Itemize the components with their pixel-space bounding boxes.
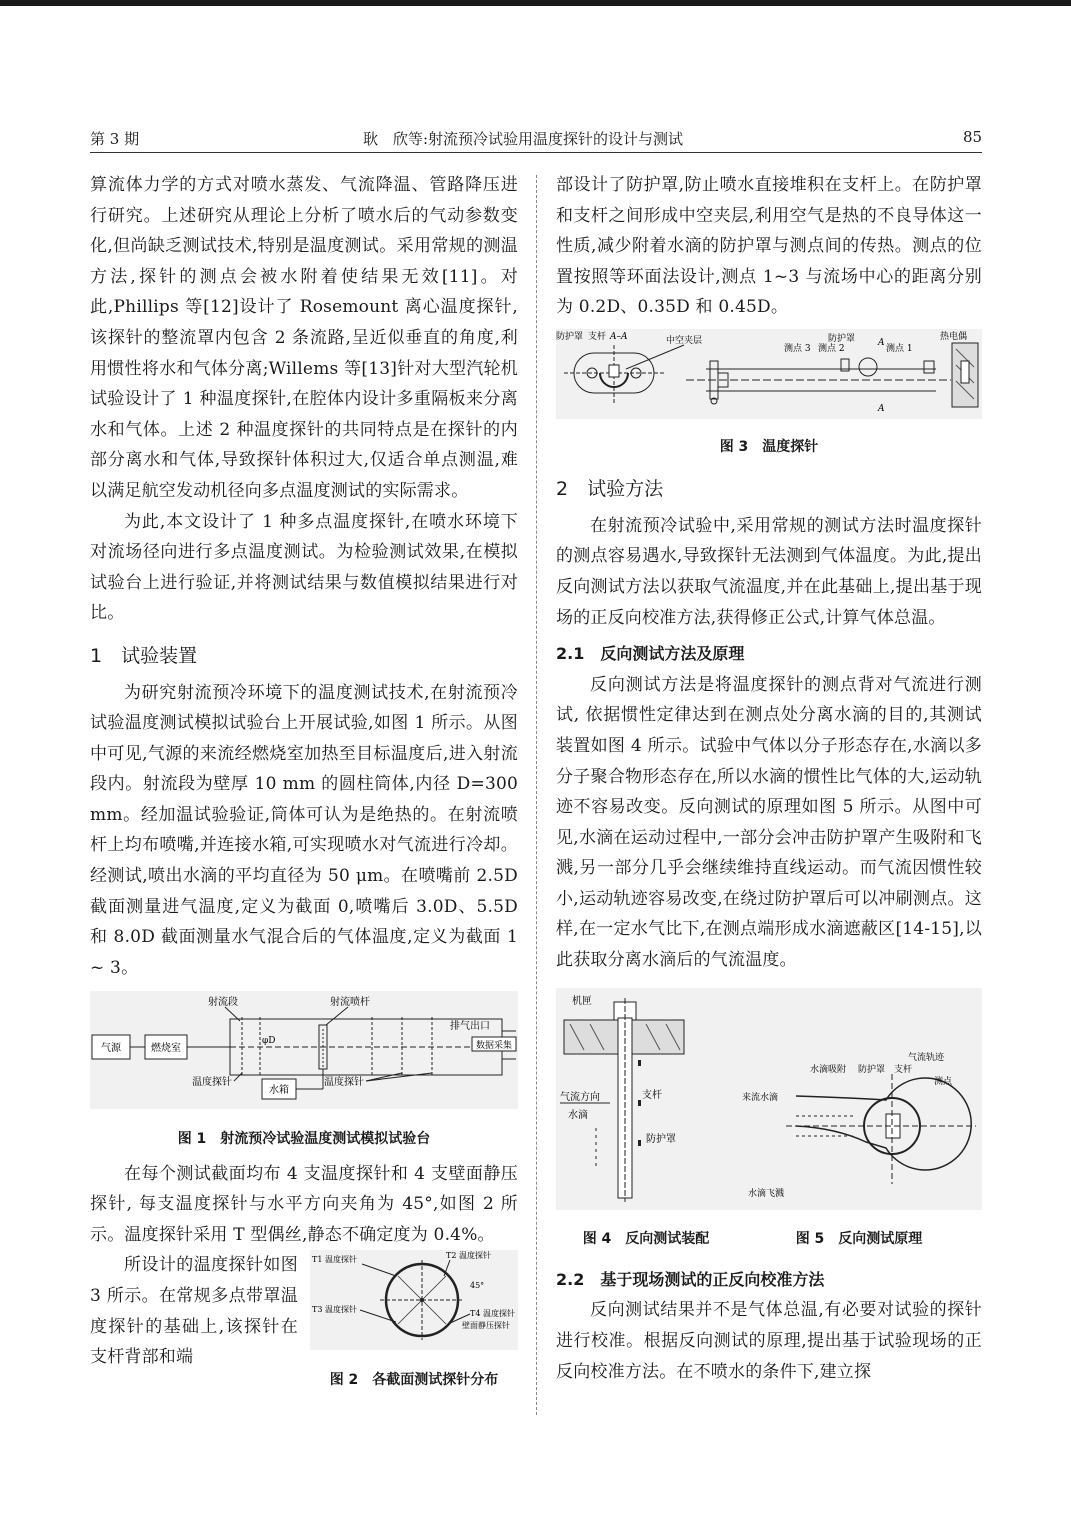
fig3-a-mark-bottom: A	[878, 403, 885, 414]
section-heading: 2 试验方法	[556, 478, 664, 501]
paragraph: 所设计的温度探针如图 3 所示。在常规多点带罩温度探针的基础上,该探针在支杆背部和端	[90, 1255, 298, 1368]
column-divider	[536, 175, 537, 1415]
fig3-hollow-label: 中空夹层	[666, 335, 703, 346]
fig3-shield-label: 防护罩	[556, 331, 584, 342]
fig1-probe-right-label: 温度探针	[324, 1077, 364, 1089]
subsection-heading: 2.1 反向测试方法及原理	[556, 644, 745, 664]
fig4-shield-label: 防护罩	[646, 1133, 676, 1145]
left-column	[90, 170, 518, 1396]
fig4-flow-direction-label: 气流方向	[560, 1091, 600, 1103]
figure-3-caption: 图 3 温度探针	[719, 438, 819, 455]
figure-2	[310, 1250, 518, 1395]
fig1-combustor-label: 燃烧室	[151, 1043, 181, 1055]
figure-1-diagram	[90, 991, 518, 1109]
header-title: 耿 欣等:射流预冷试验用温度探针的设计与测试	[363, 130, 684, 148]
paragraph-with-figure-2	[90, 1250, 518, 1395]
figure-3	[556, 329, 982, 462]
fig1-jet-section-label: 射流段	[208, 997, 238, 1009]
fig2-t3-label: T3 温度探针	[312, 1305, 357, 1315]
figure-4-5-diagram	[556, 988, 982, 1210]
header-issue: 第 3 期	[90, 130, 140, 148]
fig3-thermocouple-label: 热电偶	[940, 331, 968, 342]
fig4-strut-label: 支杆	[642, 1089, 662, 1101]
top-bar	[0, 0, 1071, 6]
fig3-point3-label: 测点 3	[784, 343, 811, 354]
fig4-droplet-label: 水滴	[568, 1109, 588, 1121]
fig2-t4-label: T4 温度探针	[470, 1309, 515, 1319]
fig3-point1-label: 测点 1	[886, 343, 913, 354]
paragraph: 算流体力学的方式对喷水蒸发、气流降温、管路降压进行研究。上述研究从理论上分析了喷水后的气动参数变化,但尚缺乏测试技术,特别是温度测试。采用常规的测温方法,探针的测点会被水附着使结果无效[11]。对此,Phillips 等[12]设计了 Rosemount 离心温度探针,该探针的整流罩内包含 2 条流路,呈近似垂直的角度,利用惯性将水和气体分离;Willems 等[13]针对大型汽轮机试验设计了 1 种温度探针,在腔体内设计多重隔板来分离水和气体。上述 2 种温度探针的共同特点是在探针的内部分离水和气体,导致探针体积过大,仅适合单点测温,难以满足航空发动机径向多点温度测试的实际需求。	[90, 175, 518, 501]
figure-1-caption: 图 1 射流预冷试验温度测试模拟试验台	[177, 1131, 431, 1148]
header-rule	[90, 152, 982, 153]
fig2-angle-label: 45°	[470, 1281, 485, 1291]
paragraph: 在射流预冷试验中,采用常规的测试方法时温度探针的测点容易遇水,导致探针无法测到气体温度。为此,提出反向测试方法以获取气流温度,并在此基础上,提出基于现场的正反向校准方法,获得修正公式,计算气体总温。	[556, 515, 982, 628]
fig1-exhaust-label: 排气出口	[450, 1021, 490, 1033]
paragraph: 在每个测试截面均布 4 支温度探针和 4 支壁面静压探针, 每支温度探针与水平方向夹角为 45°,如图 2 所示。温度探针采用 T 型偶丝,静态不确定度为 0.4%。	[90, 1163, 518, 1245]
figure-4-caption: 图 4 反向测试装配	[582, 1231, 710, 1248]
fig3-a-mark-top: A	[878, 337, 885, 348]
figure-1	[90, 991, 518, 1154]
fig5-trajectory-label: 气流轨迹	[908, 1052, 945, 1063]
fig5-incoming-label: 来流水滴	[742, 1092, 779, 1103]
fig5-strut-label: 支杆	[894, 1064, 913, 1075]
fig3-shield2-label: 防护罩	[828, 333, 856, 344]
figure-4-5-captions	[556, 1224, 982, 1255]
fig1-daq-label: 数据采集	[475, 1041, 513, 1052]
figure-3-diagram	[556, 329, 982, 419]
paragraph: 部设计了防护罩,防止喷水直接堆积在支杆上。在防护罩和支杆之间形成中空夹层,利用空气是热的不良导体这一性质,减少附着水滴的防护罩与测点间的传热。测点的位置按照等环面法设计,测点 1~3 与流场中心的距离分别为 0.2D、0.35D 和 0.45D。	[556, 175, 982, 318]
section-heading: 1 试验装置	[90, 644, 198, 667]
figures-4-5	[556, 988, 982, 1255]
paragraph: 反向测试方法是将温度探针的测点背对气流进行测试, 依据惯性定律达到在测点处分离水滴的目的,其测试装置如图 4 所示。试验中气体以分子形态存在,水滴以多分子聚合物形态存在,所以水滴的惯性比气体的大,运动轨迹不容易改变。反向测试的原理如图 5 所示。从图中可见,水滴在运动过程中,一部分会冲击防护罩产生吸附和飞溅,另一部分几乎会继续维持直线运动。而气流因惯性较小,运动轨迹容易改变,在绕过防护罩后可以冲刷测点。这样,在一定水气比下,在测点端形成水滴遮蔽区[14-15],以此获取分离水滴后的气流温度。	[556, 674, 982, 971]
figure-5-caption: 图 5 反向测试原理	[795, 1231, 923, 1248]
fig1-source-label: 气源	[101, 1043, 121, 1055]
fig5-point-label: 测点	[934, 1076, 953, 1087]
fig2-t1-label: T1 温度探针	[312, 1255, 357, 1265]
fig3-strut-label: 支杆	[588, 331, 607, 342]
paragraph: 为研究射流预冷环境下的温度测试技术,在射流预冷试验温度测试模拟试验台上开展试验,如图 1 所示。从图中可见,气源的来流经燃烧室加热至目标温度后,进入射流段内。射流段为壁厚 10 mm 的圆柱筒体,内径 D=300 mm。经加温试验验证,筒体可认为是绝热的。在射流喷杆上均布喷嘴,并连接水箱,可实现喷水对气流进行冷却。经测试,喷出水滴的平均直径为 50 μm。在喷嘴前 2.5D 截面测量进气温度,定义为截面 0,喷嘴后 3.0D、5.5D 和 8.0D 截面测量水气混合后的气体温度,定义为截面 1 ~ 3。	[90, 682, 518, 978]
header-page-number: 85	[963, 128, 983, 146]
fig1-diameter-label: φD	[262, 1036, 276, 1047]
fig5-adsorb-label: 水滴吸附	[810, 1064, 847, 1075]
fig2-t2-label: T2 温度探针	[446, 1251, 491, 1261]
paragraph: 反向测试结果并不是气体总温,有必要对试验的探针进行校准。根据反向测试的原理,提出基于试验现场的正反向校准方法。在不喷水的条件下,建立探	[556, 1300, 982, 1382]
fig1-probe-left-label: 温度探针	[192, 1077, 232, 1089]
fig4-casing-label: 机匣	[572, 995, 592, 1007]
fig3-section-label: A–A	[610, 331, 628, 342]
paragraph: 为此,本文设计了 1 种多点温度探针,在喷水环境下对流场径向进行多点温度测试。为检验测试效果,在模拟试验台上进行验证,并将测试结果与数值模拟结果进行对比。	[90, 511, 518, 624]
fig3-point2-label: 测点 2	[818, 343, 845, 354]
fig2-wall-label: 壁面静压探针	[462, 1321, 510, 1331]
right-column	[556, 170, 982, 1387]
fig1-tank-label: 水箱	[269, 1085, 289, 1097]
figure-2-diagram	[310, 1250, 518, 1350]
figure-2-caption: 图 2 各截面测试探针分布	[329, 1372, 499, 1388]
fig1-spray-bar-label: 射流喷杆	[330, 997, 370, 1009]
fig5-shield-label: 防护罩	[858, 1064, 886, 1075]
fig5-splash-label: 水滴飞溅	[748, 1188, 785, 1199]
subsection-heading: 2.2 基于现场测试的正反向校准方法	[556, 1269, 825, 1289]
